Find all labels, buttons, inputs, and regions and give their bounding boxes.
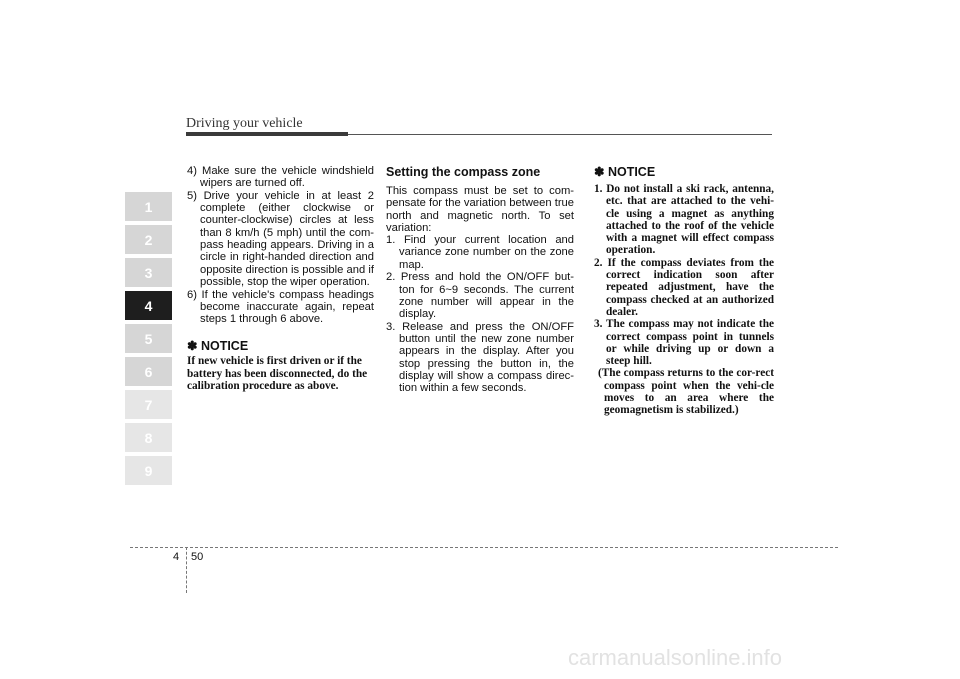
section-heading: Setting the compass zone	[386, 165, 541, 179]
column-compass-zone	[386, 165, 574, 395]
notice-text: If new vehicle is first driven or if the battery has been disconnected, do the calibration procedure as above.	[187, 355, 368, 393]
chapter-tab-9[interactable]: 9	[125, 456, 172, 485]
chapter-tab-7[interactable]: 7	[125, 390, 172, 419]
notice-parenthetical: (The compass returns to the cor-rect compass point when the vehi-cle moves to an area where the geomagnetism is stabilized.)	[598, 367, 774, 417]
step-6: 6) If the vehicle's compass headings become inaccurate again, repeat steps 1 through 6 above.	[187, 288, 374, 326]
zone-step-1: 1. Find your current location and variance zone number on the zone map.	[386, 234, 574, 271]
footer-chapter-number: 4	[173, 551, 180, 563]
chapter-tab-6[interactable]: 6	[125, 357, 172, 386]
section-intro: This compass must be set to com-pensate for the variation between true north and magnetic north. To set variation:	[386, 185, 574, 234]
header-rule-thick	[186, 132, 348, 136]
watermark: carmanualsonline.info	[568, 645, 783, 670]
column-compass-notice	[594, 165, 774, 417]
chapter-tabs	[125, 192, 172, 489]
chapter-tab-4[interactable]: 4	[125, 291, 172, 320]
footer-divider	[186, 547, 187, 593]
chapter-tab-8[interactable]: 8	[125, 423, 172, 452]
step-4: 4) Make sure the vehicle windshield wipers are turned off.	[187, 165, 374, 190]
notice-heading: ✽ NOTICE	[187, 339, 249, 354]
step-5: 5) Drive your vehicle in at least 2 complete (either clockwise or counter-clockwise) circles at less than 8 km/h (5 mph) until the com-pass heading appears. Driving in a circle in right-handed direction and opposite direction is possible and if possible, stop the wiper operation.	[187, 189, 374, 288]
page-header-title: Driving your vehicle	[186, 116, 303, 131]
notice-item-2: 2. If the compass deviates from the correct indication soon after repeated adjustment, have the compass checked at an authorized dealer.	[594, 256, 774, 318]
footer-rule	[130, 547, 838, 548]
zone-step-3: 3. Release and press the ON/OFF button until the new zone number appears in the display. After you stop pressing the button in, the display will show a compass direc-tion within a few seconds.	[386, 320, 574, 395]
notice-item-1: 1. Do not install a ski rack, antenna, etc. that are attached to the vehi-cle using a magnet as anything attached to the roof of the vehicle with a magnet will effect compass operation.	[594, 183, 774, 257]
zone-step-2: 2. Press and hold the ON/OFF but-ton for 6~9 seconds. The current zone number will appear in the display.	[386, 271, 574, 321]
chapter-tab-2[interactable]: 2	[125, 225, 172, 254]
chapter-tab-3[interactable]: 3	[125, 258, 172, 287]
footer-page-number: 50	[191, 551, 204, 563]
chapter-tab-1[interactable]: 1	[125, 192, 172, 221]
chapter-tab-5[interactable]: 5	[125, 324, 172, 353]
notice-heading: ✽ NOTICE	[594, 165, 656, 179]
column-calibration-steps	[187, 165, 374, 392]
notice-item-3: 3. The compass may not indicate the correct compass point in tunnels or while driving up or down a steep hill.	[594, 318, 774, 368]
header-rule-thin	[348, 134, 772, 135]
